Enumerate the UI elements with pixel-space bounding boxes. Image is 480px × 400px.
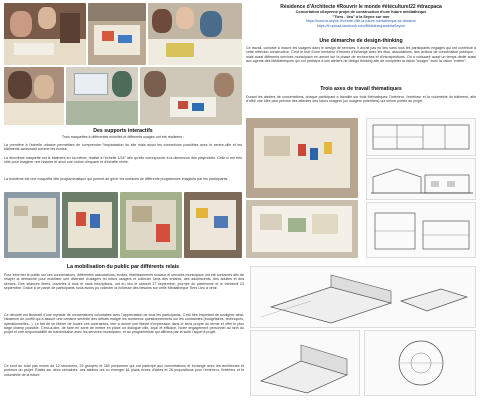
design-thinking-heading: Une démarche de design-thinking [319, 38, 403, 44]
mobilisation-p1: Pour informer le public sur ces concertations, différentes associations, écoles, établissements sociaux et services municipaux ont été contactés afin de relayer la démarche pour mobiliser une diversité d'usagers tel futurs usagers et collecter l'avis des enfants, des adolescents, des adultes et des séniors. Des séances libres, ouvertes à tous et sans inscriptions, ont eu lieu le samedi 17 septembre, journée du patrimoine et le vendredi 23 septembre. Grâce à ce panel de participants nous avons pu collecter la richesse des besoins sur cette Médiathèque Tiers Lieu à venir. [4, 273, 244, 290]
supports-p1: La première à l'échelle urbaine permettant de comprendre l'implantation du site mais aussi les connexions possibles avec le centre-ville et les bâtiments avoisinant comme les écoles. [4, 143, 242, 152]
workshop-photo-group [4, 3, 86, 65]
elevation-sketch-icon [366, 158, 476, 200]
perspective-sketch-icon [250, 330, 360, 396]
page-header [246, 4, 476, 28]
axonometric-sketch-icon [250, 266, 476, 328]
photo-urban-maquette [4, 192, 60, 258]
header-title: Résidence d'Architecte #Rouvrir le monde #étéculturel22 #dracpaca [280, 4, 442, 10]
photo-site-maquette [120, 192, 182, 258]
photo-building-maquette [62, 192, 118, 258]
section-sketch-icon [366, 202, 476, 258]
workshop-photo-discussion [4, 67, 64, 125]
header-link-article[interactable]: https://www.la-seyne.fr/centre-ville-la-future-mediatheque-se-dessine/ [305, 19, 417, 24]
courtyard-sketch-icon [364, 330, 476, 396]
mobilisation-p2: Ce dérouté est illustratif d'une myriade de concertations volontaires avec l'appréciation de tous les participants. C'est très important de souligner ainsi, l'absence de conflit qui a assuré une certaine sérénité des débats malgré les nombreux questionnements sur les contraintes (budgétaires, techniques, opérationnelles...). Le fait de se libérer de toutes ces contraintes, leur a donné une liberté d'expression dans le sens propre du terme et offre le plus large champ possible. C'est-à-dire, de faire en sorte de mettre en place un dialogue ville, loyal et efficace. Notre engagement personnel au sein du projet et une responsabilité de transmission avec les services municipaux, et au programmiste qui affinera par la suite l'appel à projet. [4, 313, 244, 335]
photo-programmatic-maquette [246, 200, 358, 258]
trois-axes-body: Durant les ateliers de concertations, chaque participant a travaillé sur trois thématiques: l'intérieur, l'extérieur et la volumétrie du bâtiment, afin d'offrir une idée plus précise des attentes des futurs usagers (ou usagers potentiels) qui seront portés au projet. [246, 95, 476, 104]
photo-playmobil-maquette [246, 118, 358, 198]
design-thinking-body: Ce travail, consiste à inclure les usagers dans le design de services. Il aurait pas eu lieu sans tous les participants engagés qui ont contribué à cette réflexion constructive. C'est le fruit d'une trentaine d'heures d'échange avec les élus, associations, des actions de concertation publique... mais aussi différents services municipaux en amont sur la phase de recherches et d'introspections. On a consacré aussi un temps dédié aussi aux agents des Médiathèques qui ont participé à ces ateliers de design thinking afin de compléter la vision "usager" avec la vision "métier". [246, 46, 476, 63]
workshop-photo-models [140, 67, 242, 125]
header-subtitle: Concertation citoyenne projet de construction d'une future médiathèque [295, 10, 427, 14]
supports-p3: La troisième est une maquette dite programmatique qui permet de gérer les surfaces de différents programmes imaginés par les participants. [4, 177, 229, 181]
header-link-facebook[interactable]: https://fr.upload.facebook.com/BibliothequesdelaSeyne/ [316, 23, 406, 28]
trois-axes-heading: Trois axes de travail thématiques [320, 86, 402, 92]
header-place: "Tiers - lieu" à la Seyne sur mer [332, 14, 390, 19]
photo-interior-maquette [184, 192, 242, 258]
workshop-photo-table [88, 3, 146, 65]
workshop-photo-children [148, 3, 242, 65]
mobilisation-p3: Ce sont au total pas moins de 12 structures, 29 groupes et 160 personnes qui ont participé aux concertations et échangé avec les architectes et porteurs du projet. Étalés sur deux semaines, ces ateliers ont vu émerger 61 plans riches d'idées et 26 propositions pour l'extérieur, l'intérieur et la volumétrie de la future. [4, 364, 244, 377]
mobilisation-heading: La mobilisation du public par différents relais [66, 264, 180, 270]
floor-plan-sketch-icon [366, 118, 476, 156]
supports-p2: La deuxième maquette est le bâtiment en lui-même, réalisé à l'échelle 1/24° afin qu'elle corresponde à la dimension des playmobils. Celle-ci est très utile pour imaginer une histoire et avoir une notion d'espace et d'échelle réelle. [4, 156, 242, 165]
supports-intro: Trois maquettes à différentes échelles et différents usages ont été réalisées : [61, 135, 185, 139]
workshop-photo-screen [66, 67, 138, 125]
supports-heading: Des supports interactifs [93, 128, 153, 134]
